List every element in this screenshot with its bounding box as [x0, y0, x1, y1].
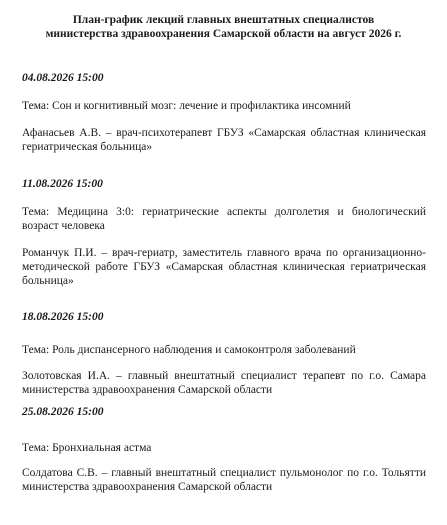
- document-title-line-1: План-график лекций главных внештатных специалистов: [72, 14, 375, 26]
- lecture-date: 11.08.2026 15:00: [22, 178, 103, 190]
- lecture-date: 18.08.2026 15:00: [22, 311, 104, 323]
- lecture-date: 25.08.2026 15:00: [22, 406, 104, 418]
- lecture-speaker: Афанасьев А.В. – врач-психотерапевт ГБУЗ «Самарская областная клиническая гериатрическая больница»: [22, 127, 426, 153]
- document-title-line-2: министерства здравоохранения Самарской области на август 2026 г.: [45, 28, 402, 40]
- lecture-topic: Тема: Роль диспансерного наблюдения и самоконтроля заболеваний: [22, 344, 356, 356]
- lecture-topic: Тема: Сон и когнитивный мозг: лечение и профилактика инсомний: [22, 100, 351, 112]
- lecture-speaker: Романчук П.И. – врач-гериатр, заместитель главного врача по организационно-методической работе ГБУЗ «Самарская областная клиническая гериатрическая больница»: [22, 247, 426, 287]
- lecture-date: 04.08.2026 15:00: [22, 72, 104, 84]
- lecture-topic: Тема: Медицина 3:0: гериатрические аспекты долголетия и биологический возраст человека: [22, 206, 426, 232]
- lecture-speaker: Солдатова С.В. – главный внештатный специалист пульмонолог по г.о. Тольятти министерства здравоохранения Самарской области: [22, 467, 426, 493]
- lecture-speaker: Золотовская И.А. – главный внештатный специалист терапевт по г.о. Самара министерства здравоохранения Самарской области: [22, 370, 426, 396]
- lecture-topic: Тема: Бронхиальная астма: [22, 442, 152, 454]
